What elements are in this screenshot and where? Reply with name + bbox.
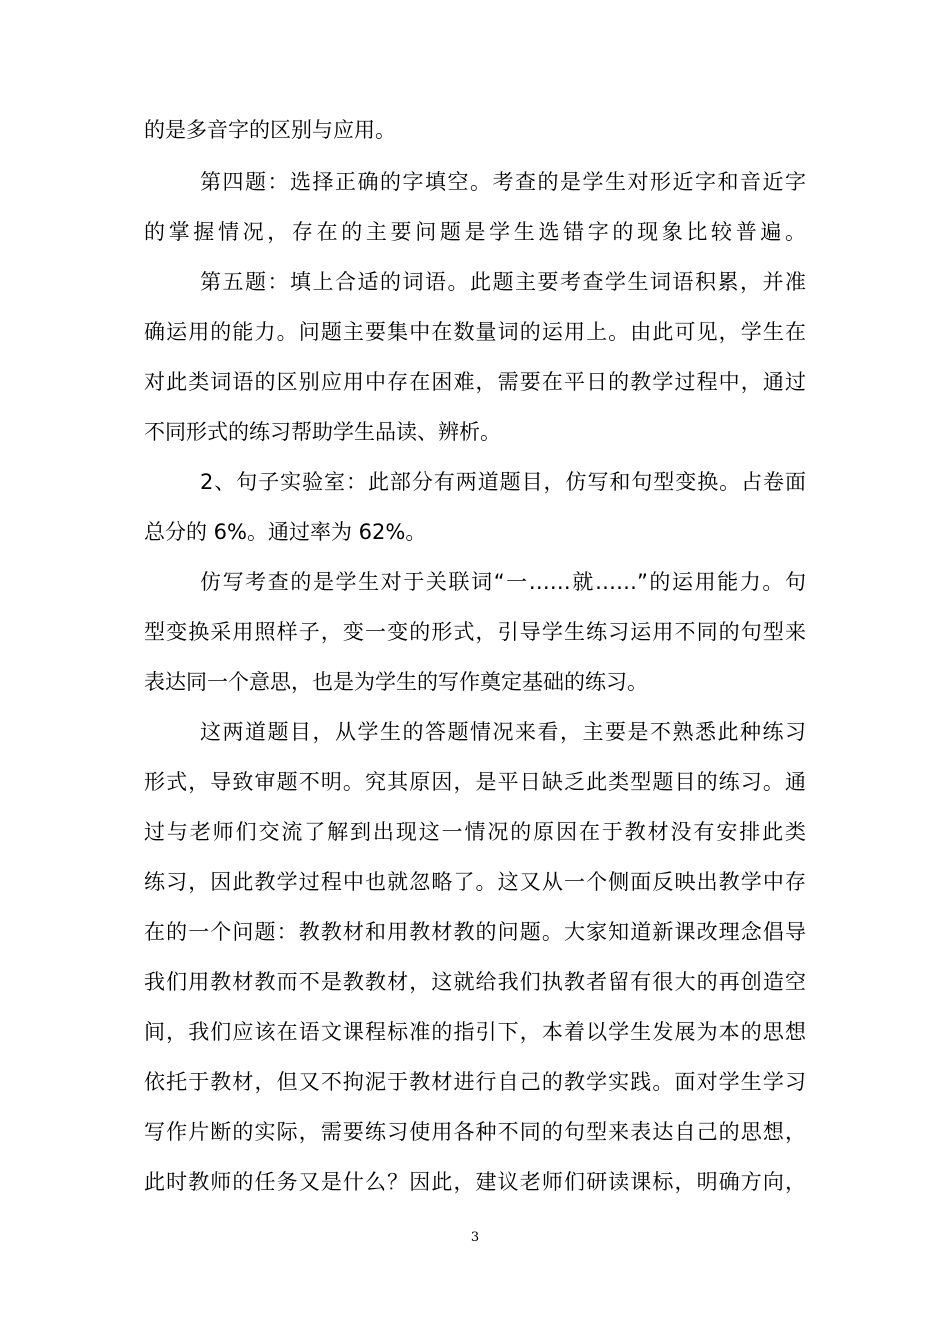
text-line: 第四题：选择正确的字填空。考查的是学生对形近字和音近字 bbox=[200, 170, 806, 194]
text-line: 间，我们应该在语文课程标准的指引下，本着以学生发展为本的思想 bbox=[144, 1020, 806, 1044]
text-line: 2、句子实验室：此部分有两道题目，仿写和句型变换。占卷面 bbox=[200, 470, 806, 494]
text-line: 仿写考查的是学生对于关联词“一……就……”的运用能力。句 bbox=[200, 570, 806, 594]
text-line: 的掌握情况，存在的主要问题是学生选错字的现象比较普遍。 bbox=[144, 220, 806, 244]
text-line: 练习，因此教学过程中也就忽略了。这又从一个侧面反映出教学中存 bbox=[144, 870, 806, 894]
text-line: 对此类词语的区别应用中存在困难，需要在平日的教学过程中，通过 bbox=[144, 370, 806, 394]
text-line: 总分的 6%。通过率为 62%。 bbox=[144, 520, 427, 544]
text-line: 这两道题目，从学生的答题情况来看，主要是不熟悉此种练习 bbox=[200, 720, 806, 744]
text-line: 表达同一个意思，也是为学生的写作奠定基础的练习。 bbox=[144, 670, 648, 694]
text-line: 依托于教材，但又不拘泥于教材进行自己的教学实践。面对学生学习 bbox=[144, 1070, 806, 1094]
text-line: 写作片断的实际，需要练习使用各种不同的句型来表达自己的思想， bbox=[144, 1120, 806, 1144]
text-line: 型变换采用照样子，变一变的形式，引导学生练习运用不同的句型来 bbox=[144, 620, 806, 644]
text-line: 的是多音字的区别与应用。 bbox=[144, 118, 396, 142]
text-line: 此时教师的任务又是什么？因此，建议老师们研读课标，明确方向， bbox=[144, 1170, 806, 1194]
text-line: 形式，导致审题不明。究其原因，是平日缺乏此类型题目的练习。通 bbox=[144, 770, 806, 794]
text-line: 我们用教材教而不是教教材，这就给我们执教者留有很大的再创造空 bbox=[144, 970, 806, 994]
text-line: 在的一个问题：教教材和用教材教的问题。大家知道新课改理念倡导 bbox=[144, 920, 806, 944]
text-line: 确运用的能力。问题主要集中在数量词的运用上。由此可见，学生在 bbox=[144, 320, 806, 344]
text-line: 第五题：填上合适的词语。此题主要考查学生词语积累，并准 bbox=[200, 270, 806, 294]
text-line: 过与老师们交流了解到出现这一情况的原因在于教材没有安排此类 bbox=[144, 820, 806, 844]
page-number: 3 bbox=[470, 1230, 480, 1245]
text-line: 不同形式的练习帮助学生品读、辨析。 bbox=[144, 420, 501, 444]
